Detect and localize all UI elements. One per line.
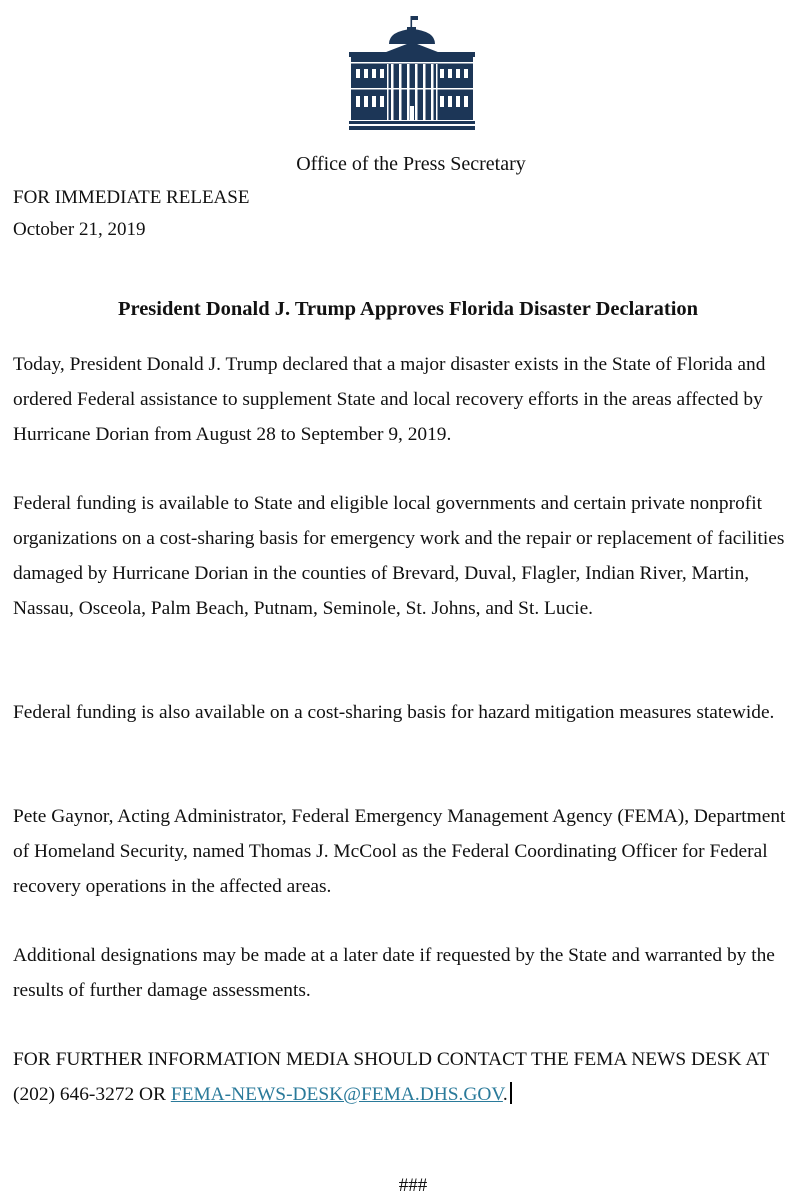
paragraph-hazard-mitigation: Federal funding is also available on a cost-sharing basis for hazard mitigation measures statewide. [13,702,775,723]
paragraph-declaration: Today, President Donald J. Trump declared that a major disaster exists in the State of Florida and ordered Federal assistance to supplement State and local recovery efforts in the areas affected by Hurricane Dorian from August 28 to September 9, 2019. [13,354,766,445]
office-title: Office of the Press Secretary [296,153,526,175]
headline: President Donald J. Trump Approves Florida Disaster Declaration [117,298,699,320]
release-line: FOR IMMEDIATE RELEASE [13,187,250,208]
contact-paragraph [13,1042,805,1112]
text-cursor [510,1082,512,1104]
release-date: October 21, 2019 [13,219,146,240]
contact-prefix: FOR FURTHER INFORMATION MEDIA SHOULD CONTACT THE FEMA NEWS DESK AT (202) 646-3272 OR [13,1049,769,1105]
paragraph-coordinating-officer: Pete Gaynor, Acting Administrator, Federal Emergency Management Agency (FEMA), Department of Homeland Security, named Thomas J. McCool as the Federal Coordinating Officer for Federal recovery operations in the affected areas. [13,806,786,897]
white-house-icon [349,14,475,132]
contact-suffix: . [502,1084,508,1105]
paragraph-additional-designations: Additional designations may be made at a later date if requested by the State and warranted by the results of further damage assessments. [13,945,775,1001]
paragraph-funding: Federal funding is available to State and eligible local governments and certain private nonprofit organizations on a cost-sharing basis for emergency work and the repair or replacement of facilities damaged by Hurricane Dorian in the counties of Brevard, Duval, Flagler, Indian River, Martin, Nassau, Osceola, Palm Beach, Putnam, Seminole, St. Johns, and St. Lucie. [13,493,785,619]
end-mark: ### [398,1175,428,1196]
fema-email-link[interactable]: FEMA-NEWS-DESK@FEMA.DHS.GOV [170,1084,503,1105]
